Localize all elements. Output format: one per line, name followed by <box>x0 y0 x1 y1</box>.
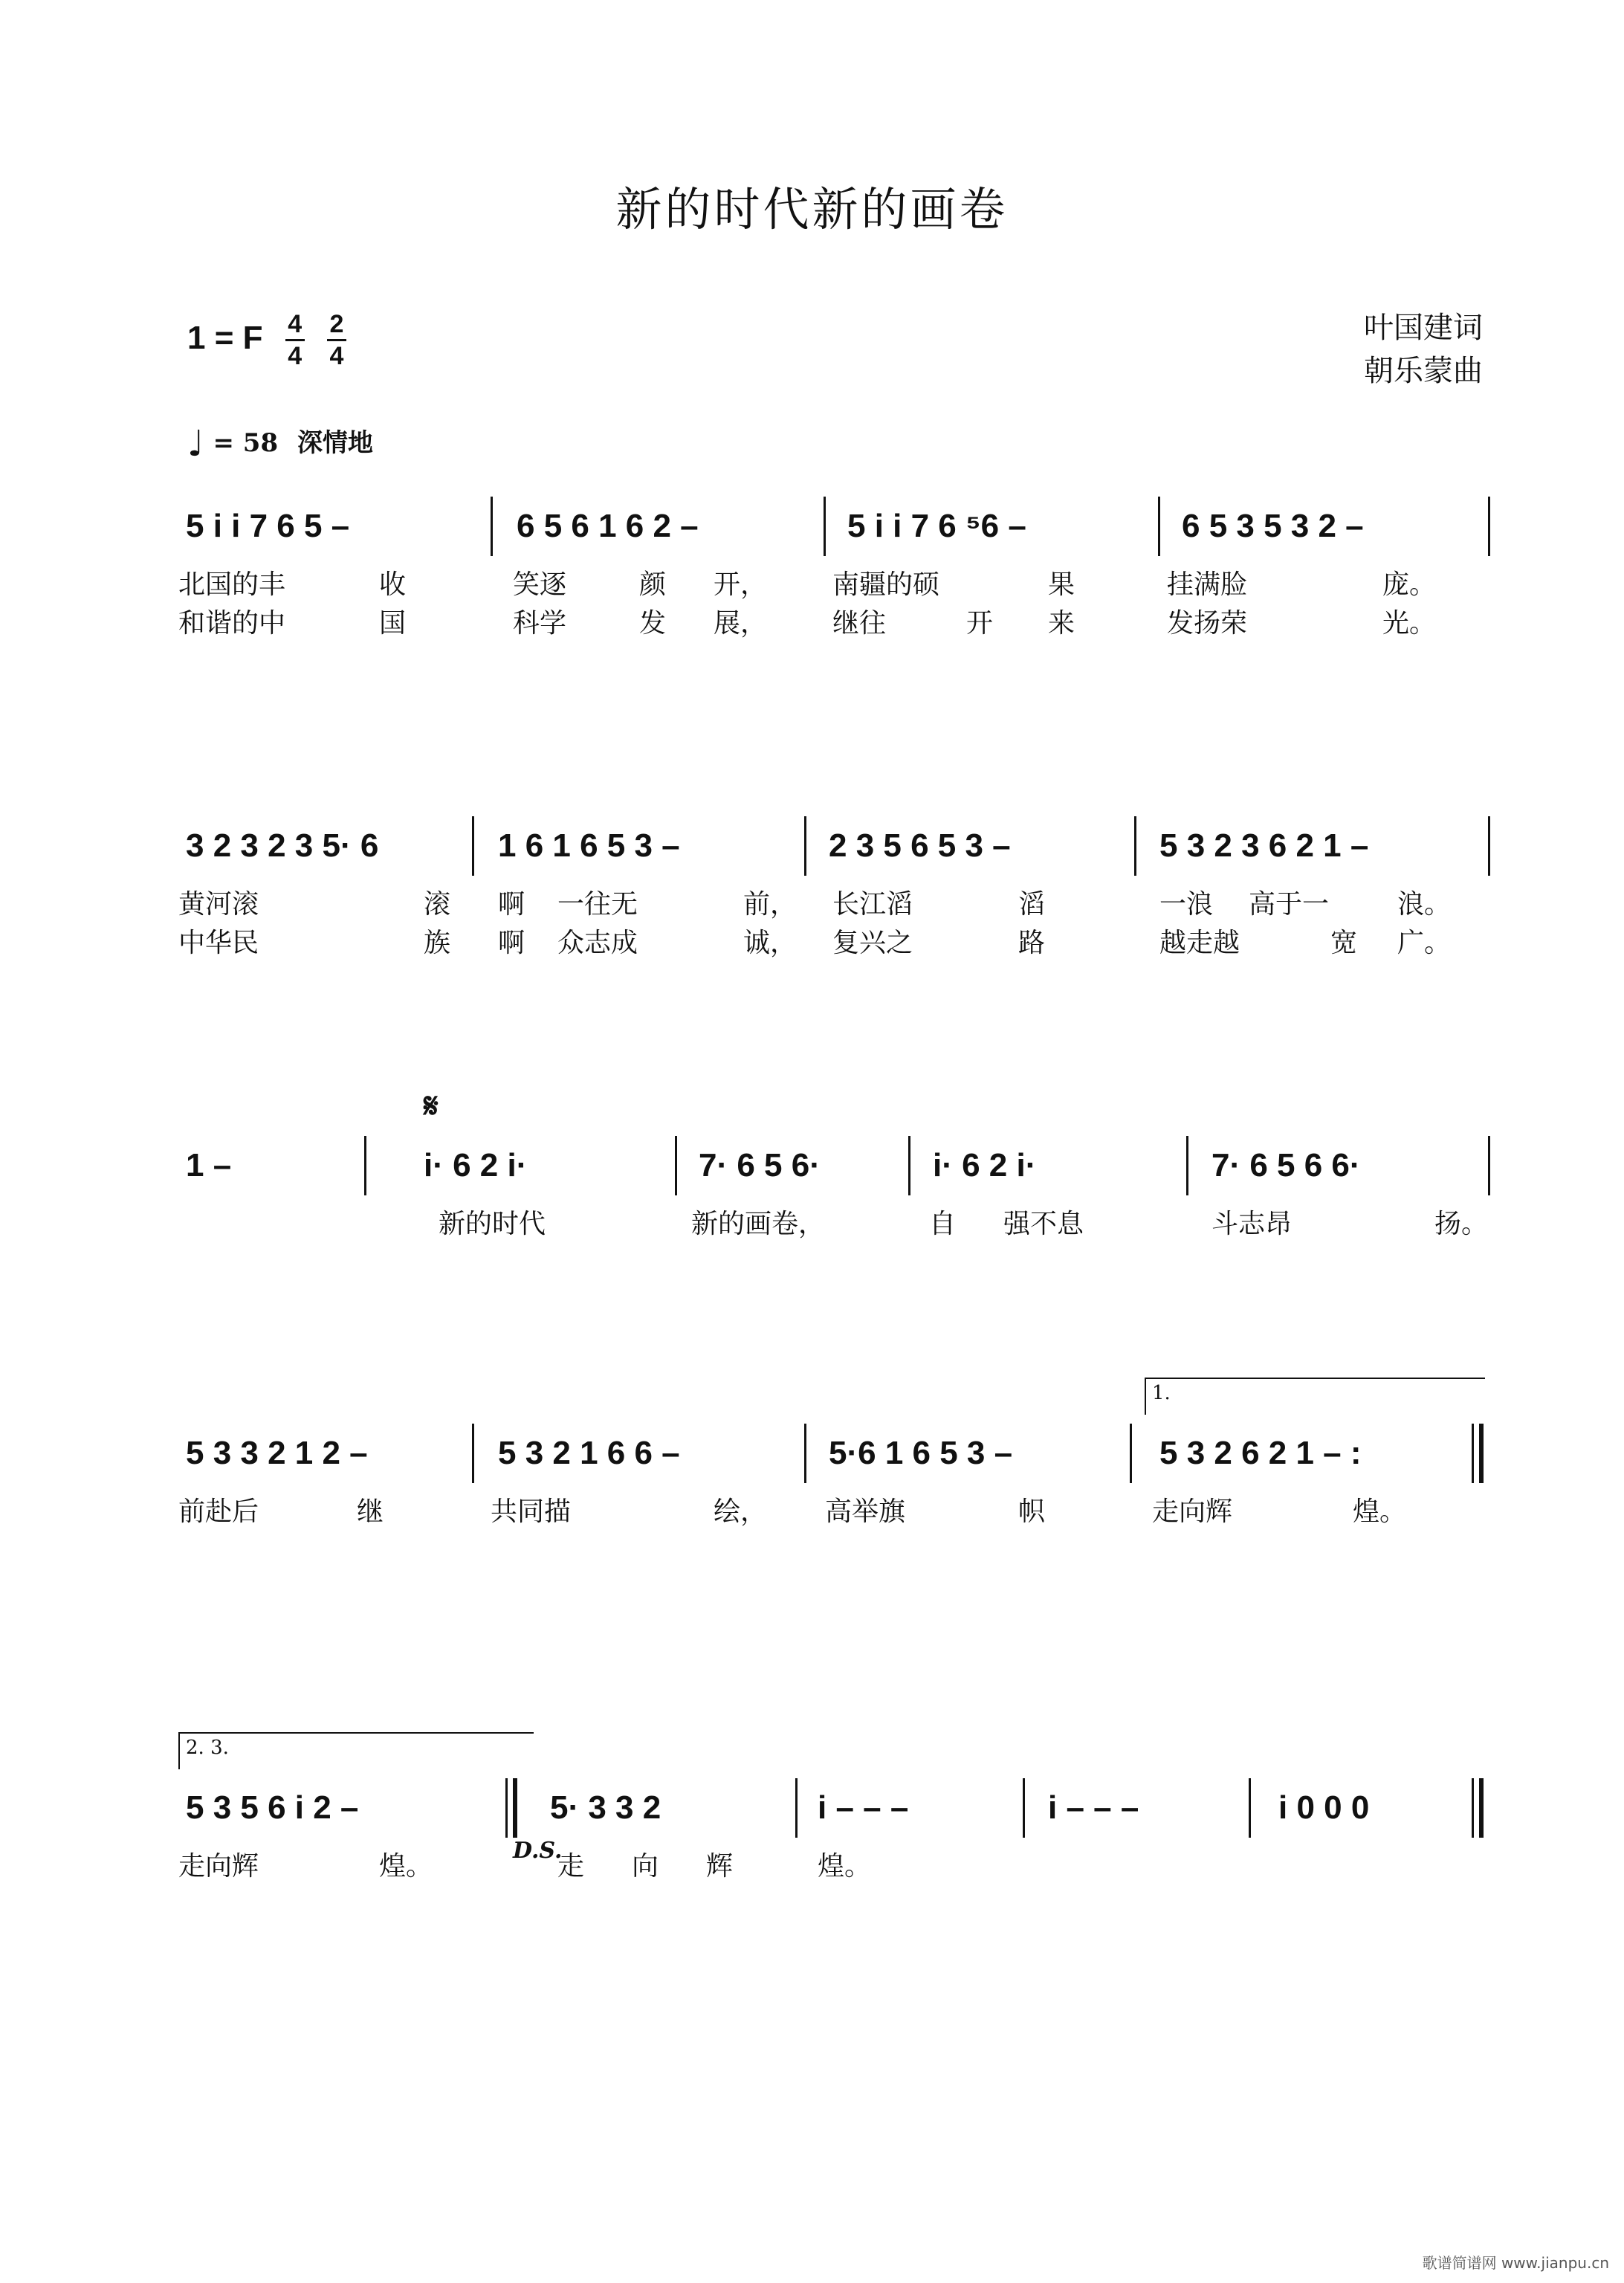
notes-row <box>178 816 1486 876</box>
measure: 5 3 3 2 1 2 – <box>186 1435 368 1471</box>
notes-row <box>178 1424 1486 1483</box>
measure: 3 2 3 2 3 5· 6 <box>186 827 379 864</box>
composer: 朝乐蒙曲 <box>1364 354 1483 388</box>
lyric-line-2: 和谐的中 国 科学 发 展， 继往 开 来 发扬荣 光。 <box>178 608 1437 639</box>
measure: 5 i i 7 6 5 – <box>186 508 350 544</box>
notes-row <box>178 1778 1486 1838</box>
measure: 5 3 2 1 6 6 – <box>498 1435 680 1471</box>
key-label: 1 = F <box>187 320 263 357</box>
measure: 1 6 1 6 5 3 – <box>498 827 680 864</box>
song-title: 新的时代新的画卷 <box>615 182 1009 236</box>
notes-row <box>178 497 1486 556</box>
measure: 5· 3 3 2 <box>550 1789 661 1826</box>
measure: 7· 6 5 6· <box>699 1147 821 1184</box>
quarter-note-icon: ♩ <box>187 423 204 465</box>
tempo-marking <box>187 422 373 465</box>
measure: 5·6 1 6 5 3 – <box>829 1435 1013 1471</box>
lyric-line-1: D.S. 走向辉 煌。 走 向 辉 煌。 <box>178 1838 872 1882</box>
lyric-line-1: 黄河滚 滚 啊 一往无 前， 长江滔 滔 一浪 高于一 浪。 <box>178 889 1452 920</box>
watermark: 歌谱简谱网 www.jianpu.cn <box>1422 2254 1609 2272</box>
measure: 5 3 2 6 2 1 – : <box>1159 1435 1362 1471</box>
system-2 <box>178 816 1486 960</box>
measure: 7· 6 5 6 6· <box>1211 1147 1361 1184</box>
time-signature-2: $\frac{2}{4}$ <box>327 311 346 369</box>
measure: i· 6 2 i· <box>424 1147 528 1184</box>
da-segno-marking: D.S. <box>513 1838 563 1864</box>
measure: 2 3 5 6 5 3 – <box>829 827 1011 864</box>
lyric-line-1: 前赴后 继 共同描 绘， 高举旗 帜 走向辉 煌。 <box>178 1496 1407 1527</box>
notes-row <box>178 1136 1486 1195</box>
tempo-value: = 58 <box>213 428 279 458</box>
system-1 <box>178 497 1486 641</box>
time-signature-1: $\frac{4}{4}$ <box>285 311 305 369</box>
measure: 5 3 5 6 i 2 – <box>186 1789 359 1826</box>
measure: 5 i i 7 6 ⁵6 – <box>847 508 1026 544</box>
lyric-line-2: 中华民 族 啊 众志成 诚， 复兴之 路 越走越 宽 广。 <box>178 928 1452 958</box>
system-5 <box>178 1737 1486 1884</box>
measure: 6 5 3 5 3 2 – <box>1182 508 1364 544</box>
credits <box>1364 306 1483 393</box>
measure: 1 – <box>186 1147 232 1184</box>
tempo-expression: 深情地 <box>297 428 373 458</box>
volta-bracket-1: 1. <box>1145 1378 1485 1415</box>
volta-bracket-2: 2. 3. <box>178 1732 534 1769</box>
key-signature <box>187 311 346 369</box>
measure: i· 6 2 i· <box>933 1147 1037 1184</box>
measure: 5 3 2 3 6 2 1 – <box>1159 827 1369 864</box>
lyricist: 叶国建词 <box>1364 311 1483 345</box>
segno-icon: 𝄋 <box>424 1085 439 1126</box>
lyric-line-1: 北国的丰 收 笑逐 颜 开， 南疆的硕 果 挂满脸 庞。 <box>178 569 1437 600</box>
measure: 6 5 6 1 6 2 – <box>517 508 699 544</box>
measure: i – – – <box>818 1789 909 1826</box>
system-3 <box>178 1085 1489 1241</box>
measure: i 0 0 0 <box>1278 1789 1370 1826</box>
measure: i – – – <box>1048 1789 1139 1826</box>
system-4 <box>178 1382 1486 1529</box>
lyric-line-1: 新的时代 新的画卷， 自 强不息 斗志昂 扬。 <box>439 1209 1489 1239</box>
